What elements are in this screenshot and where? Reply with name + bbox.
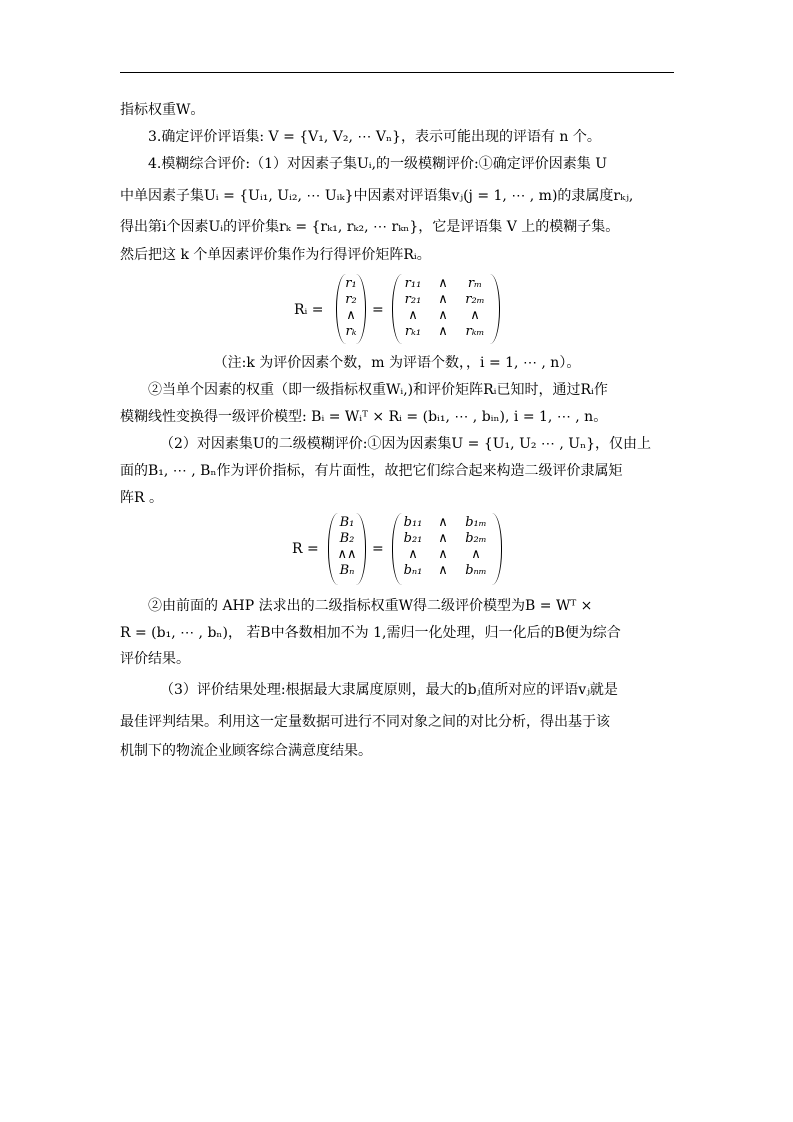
text-line: 面的B₁, ⋯ , Bₙ作为评价指标，有片面性，故把它们综合起来构造二级评价隶属矩 bbox=[120, 463, 623, 479]
matrix-cell: ∧ bbox=[470, 308, 480, 323]
matrix-cell: b₂ₘ bbox=[465, 531, 487, 546]
matrix-cell: b₁ₘ bbox=[465, 515, 487, 530]
matrix-cell: ∧ bbox=[438, 292, 448, 307]
matrix-cell: rₖ₁ bbox=[404, 324, 422, 339]
matrix-cell: ∧ bbox=[471, 547, 481, 562]
column-vector bbox=[336, 274, 366, 344]
matrix-cell: r₁ bbox=[345, 276, 357, 291]
text-line: 最佳评判结果。利用这一定量数据可进行不同对象之间的对比分析，得出基于该 bbox=[120, 714, 610, 730]
header-rule bbox=[120, 72, 674, 73]
text-line: （3）评价结果处理:根据最大隶属度原则，最大的bⱼ值所对应的评语vⱼ就是 bbox=[160, 682, 618, 698]
matrix-cell: r₂ₘ bbox=[465, 292, 485, 307]
text-line: 评价结果。 bbox=[120, 651, 190, 667]
matrix-cell: b₂₁ bbox=[403, 531, 423, 546]
matrix-cell: rₖ bbox=[345, 324, 357, 339]
column-vector bbox=[328, 513, 366, 585]
matrix-cell: rₖₘ bbox=[465, 324, 485, 339]
note-line: （注:k 为评价因素个数，m 为评语个数，，i = 1, ⋯ , n）。 bbox=[213, 355, 581, 371]
text-line: 3.确定评价评语集: V = {V₁, V₂, ⋯ Vₙ}，表示可能出现的评语有 n 个。 bbox=[148, 129, 601, 145]
matrix-cell: bₙₘ bbox=[465, 563, 487, 578]
matrix-cell: ∧ bbox=[438, 276, 448, 291]
matrix-cell: ∧ bbox=[438, 515, 448, 530]
matrix-cell: B₁ bbox=[339, 515, 355, 530]
matrix-cell: ∧ bbox=[438, 308, 448, 323]
text-line: ②当单个因素的权重（即一级指标权重Wᵢ,)和评价矩阵Rᵢ已知时，通过Rᵢ作 bbox=[148, 382, 608, 398]
matrix-cell: ∧ bbox=[438, 563, 448, 578]
equals-sign: = bbox=[372, 302, 384, 318]
text-line: 模糊线性变换得一级评价模型: Bᵢ = Wᵢᵀ × Rᵢ = (bᵢ₁, ⋯ , bᵢₙ), i = 1, ⋯ , n。 bbox=[120, 409, 608, 425]
matrix-lhs: Rᵢ = bbox=[294, 302, 324, 318]
text-line: 阵R 。 bbox=[120, 490, 163, 506]
matrix-cell: ∧ bbox=[438, 547, 448, 562]
matrix-cell: ∧ bbox=[408, 547, 418, 562]
matrix-cell: ∧ bbox=[408, 308, 418, 323]
text-line: ②由前面的 AHP 法求出的二级指标权重W得二级评价模型为B = Wᵀ × bbox=[148, 598, 593, 614]
matrix-cell: rₘ bbox=[467, 276, 483, 291]
text-line: 然后把这 k 个单因素评价集作为行得评价矩阵Rᵢ。 bbox=[120, 247, 431, 263]
matrix-cell: ∧ bbox=[438, 324, 448, 339]
text-line: 4.模糊综合评价:（1）对因素子集Uᵢ,的一级模糊评价:①确定评价因素集 U bbox=[148, 156, 608, 172]
matrix-cell: Bₙ bbox=[339, 563, 355, 578]
matrix-cell: B₂ bbox=[339, 531, 355, 546]
text-line: 指标权重W。 bbox=[120, 102, 205, 118]
matrix-cell: ∧ bbox=[438, 531, 448, 546]
text-line: 得出第i个因素Uᵢ的评价集rₖ = {rₖ₁, rₖ₂, ⋯ rₖₙ}，它是评语集 V 上的模糊子集。 bbox=[120, 219, 620, 235]
matrix-cell: bₙ₁ bbox=[403, 563, 423, 578]
equals-sign: = bbox=[372, 541, 384, 557]
matrix-cell: b₁₁ bbox=[403, 515, 423, 530]
matrix-cell: r₂₁ bbox=[404, 292, 422, 307]
matrix-cell: ∧ bbox=[346, 308, 356, 323]
text-line: R = (b₁, ⋯ , bₙ)， 若B中各数相加不为 1,需归一化处理，归一化后的B便为综合 bbox=[120, 625, 621, 641]
matrix-cell: ∧∧ bbox=[337, 547, 357, 562]
text-line: 机制下的物流企业顾客综合满意度结果。 bbox=[120, 743, 372, 759]
result-matrix bbox=[392, 513, 502, 585]
matrix-cell: r₁₁ bbox=[404, 276, 422, 291]
text-line: 中单因素子集Uᵢ = {Uᵢ₁, Uᵢ₂, ⋯ Uᵢₖ}中因素对评语集vⱼ(j = 1, ⋯ , m)的隶属度rₖⱼ, bbox=[120, 188, 634, 204]
matrix-cell: r₂ bbox=[345, 292, 357, 307]
text-line: （2）对因素集U的二级模糊评价:①因为因素集U = {U₁, U₂ ⋯ , Uₙ}，仅由上 bbox=[160, 436, 652, 452]
result-matrix bbox=[392, 274, 500, 344]
matrix-lhs: R = bbox=[292, 541, 319, 557]
